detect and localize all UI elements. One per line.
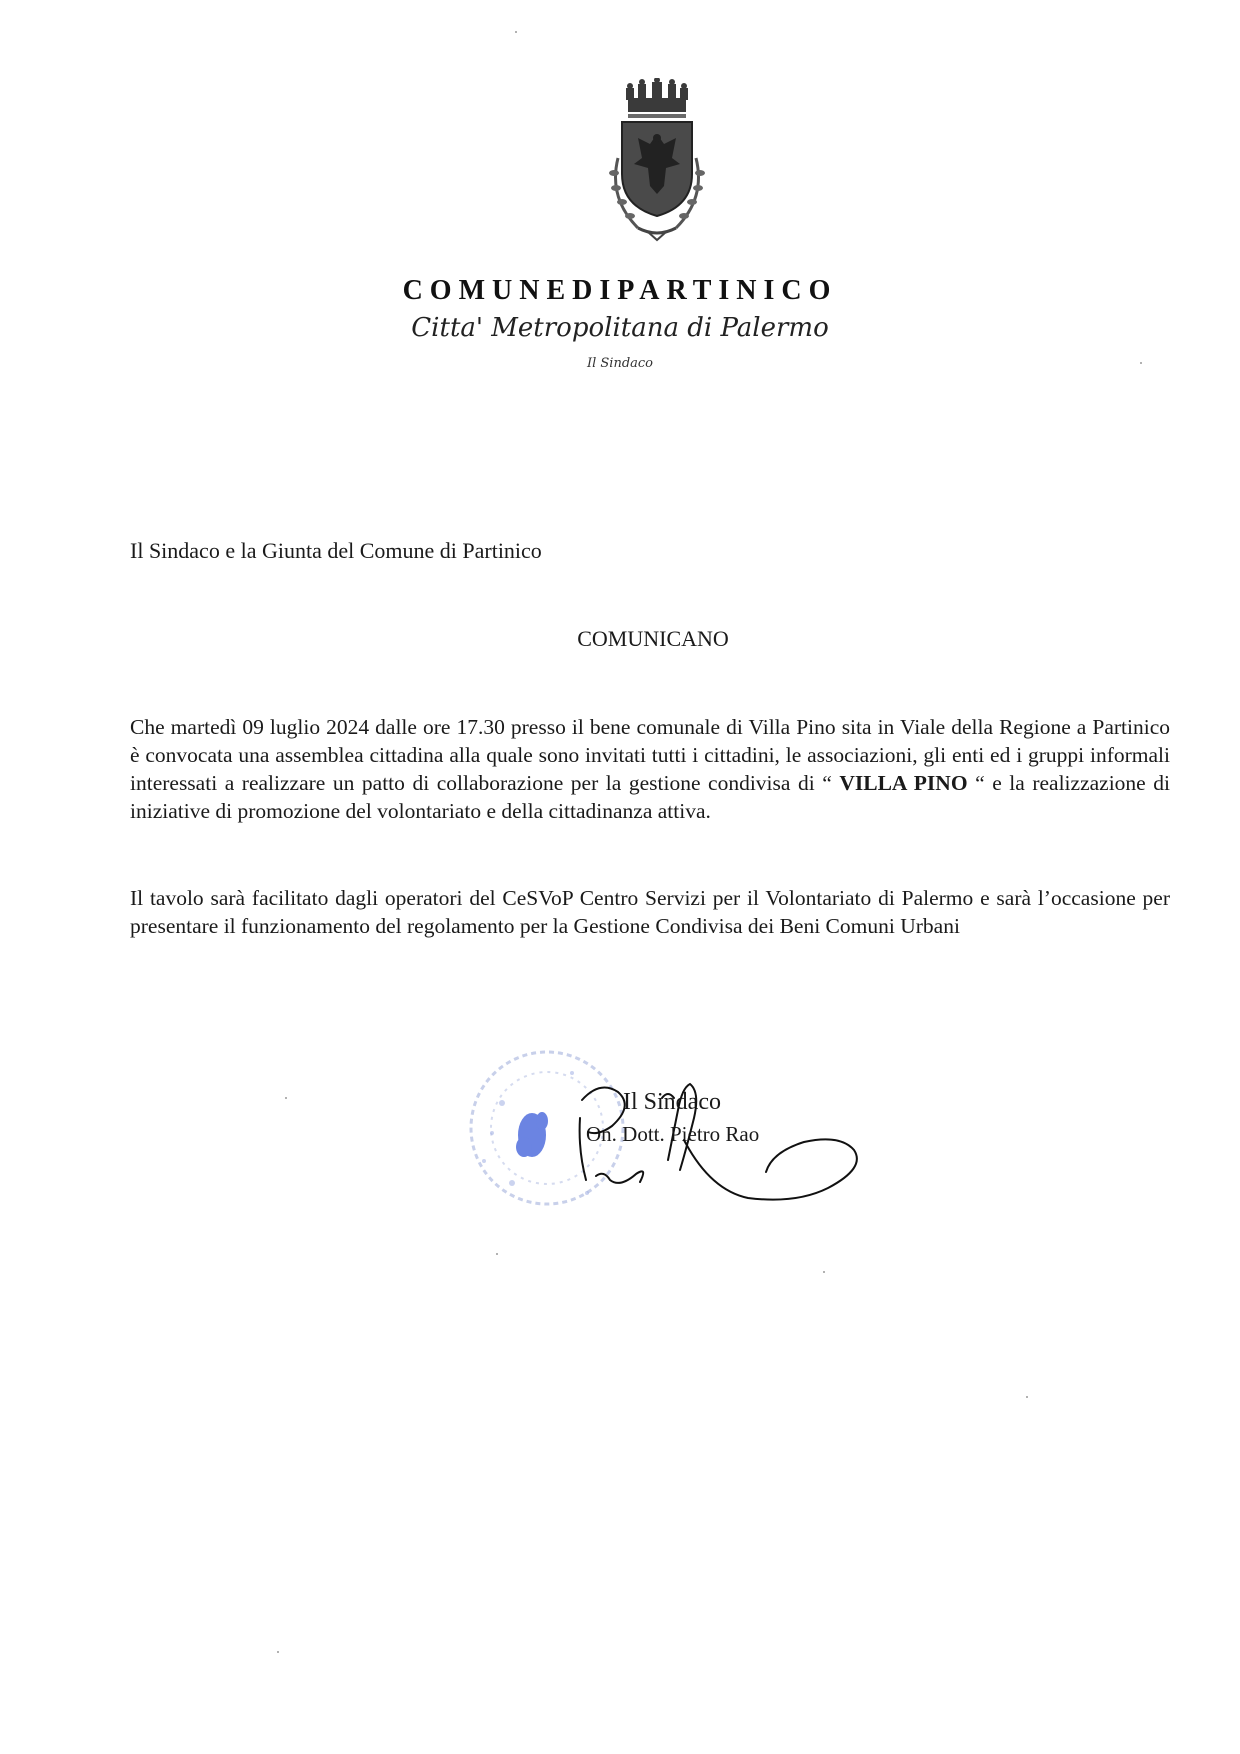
announcement-heading: COMUNICANO [577, 626, 729, 651]
scan-speck [496, 1253, 498, 1255]
paragraph-announcement [130, 713, 1170, 825]
title-part-di: DI [572, 275, 618, 306]
paragraph-text-before: Che martedì 09 luglio 2024 dalle ore 17.30 presso il bene comunale di Villa Pino sita in Viale della Regione a Partinico è convocata una assemblea cittadina alla quale sono invitati tutti i cittadini, le associazioni, gli enti ed i gruppi informali interessati a realizzare un patto di collaborazione per la gestione condivisa di “ [130, 715, 1170, 795]
scan-speck [823, 1271, 825, 1273]
scan-speck [1026, 1396, 1028, 1398]
scan-speck [1140, 362, 1142, 364]
signature-name: On. Dott. Pietro Rao [586, 1122, 760, 1146]
scan-speck [515, 31, 517, 33]
municipality-title [0, 275, 1240, 307]
municipality-subtitle: Citta' Metropolitana di Palermo [411, 313, 829, 343]
scan-speck [285, 1097, 287, 1099]
handwritten-signature-icon [560, 1070, 880, 1210]
coat-of-arms-icon [598, 78, 716, 244]
venue-name: VILLA PINO [839, 771, 968, 795]
signature-title: Il Sindaco [623, 1089, 721, 1115]
paragraph-facilitation: Il tavolo sarà facilitato dagli operatori del CeSVoP Centro Servizi per il Volontariato di Palermo e sarà l’occasione per presentare il funzionamento del regolamento per la Gestione Condivisa dei Beni Comuni Urbani [130, 886, 1170, 938]
header-role: Il Sindaco [586, 356, 654, 371]
paragraph-text-after: “ e la realizzazione di iniziative di promozione del volontariato e della cittadinanza attiva. [130, 771, 1170, 823]
scan-speck [277, 1651, 279, 1653]
intro-line: Il Sindaco e la Giunta del Comune di Partinico [130, 538, 542, 563]
title-part-partinico: PARTINICO [617, 275, 838, 306]
title-part-comune: COMUNE [402, 275, 573, 306]
